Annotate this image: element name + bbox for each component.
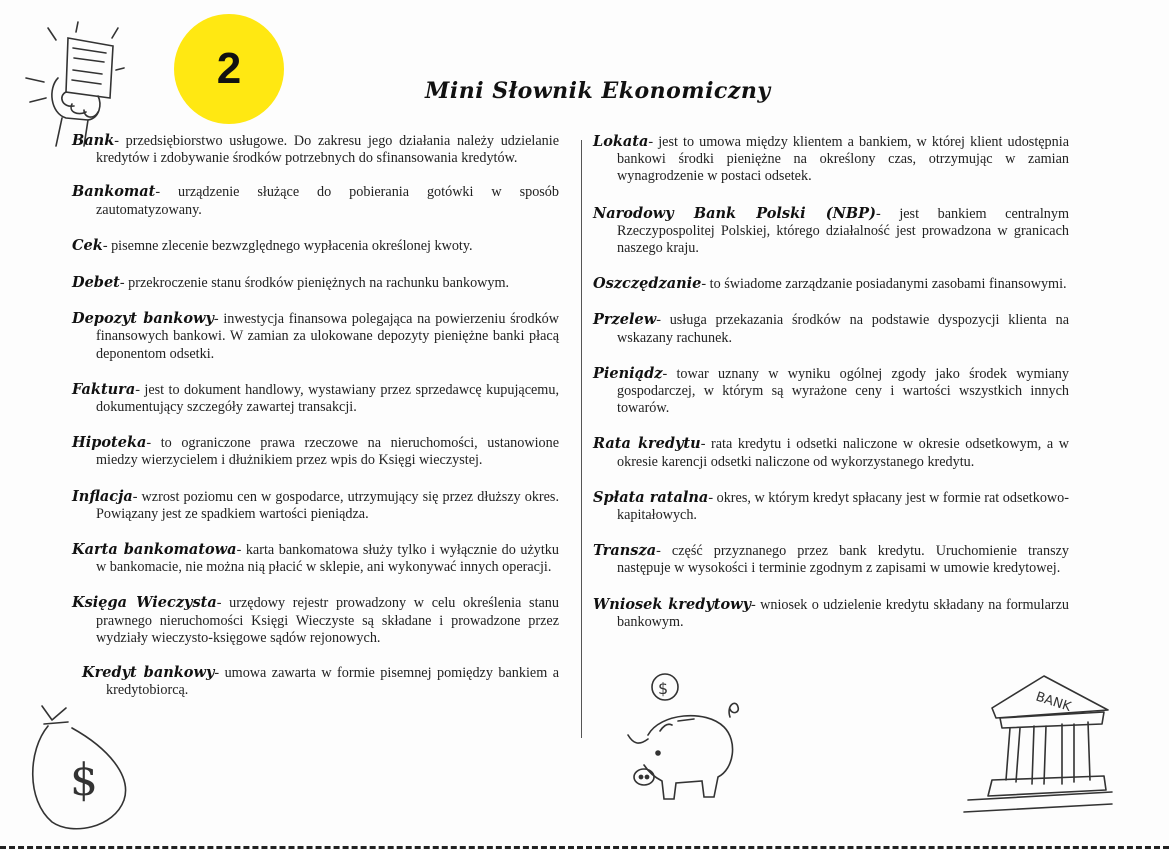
bag-dollar-sign: $ — [70, 755, 98, 806]
money-bag-icon — [22, 700, 137, 835]
definition: - karta bankomatowa służy tylko i wyłącznie do użytku w bankomacie, nie można nią płacić w sklepie, ani wykonywać innych operacji. — [96, 542, 559, 576]
term: Oszczędzanie — [593, 275, 702, 293]
definition: - to świadome zarządzanie posiadanymi zasobami finansowymi. — [701, 276, 1067, 293]
definition: - urządzenie służące do pobierania gotówki w sposób zautomatyzowany. — [96, 184, 559, 218]
term: Bankomat — [72, 183, 156, 201]
entry-ksiega-wieczysta — [72, 594, 559, 647]
entry-faktura — [72, 381, 559, 416]
bank-sign-text: BANK — [1033, 689, 1073, 715]
definition: - przedsiębiorstwo usługowe. Do zakresu jego działania należy udzielanie kredytów i zdobywanie środków potrzebnych do sfinansowania kredytów. — [96, 133, 559, 167]
definition: - jest bankiem centralnym Rzeczypospolitej Polskiej, którego działalność jest prowadzona w granicach naszego kraju. — [617, 205, 1069, 257]
term: Hipoteka — [72, 434, 147, 452]
term: Spłata ratalna — [593, 488, 709, 506]
definition: - towar uznany w wyniku ogólnej zgody jako środek wymiany gospodarczej, w którym są wyrażone ceny i wartości wszystkich innych towarów. — [617, 365, 1069, 417]
entry-depozyt-bankowy — [72, 310, 559, 363]
definition: - jest to dokument handlowy, wystawiany przez sprzedawcę kupującemu, dokumentujący szczegóły zawartej transakcji. — [96, 381, 559, 416]
entry-lokata — [593, 133, 1069, 186]
term: Wniosek kredytowy — [593, 595, 752, 613]
column-divider — [581, 140, 582, 738]
entry-bank — [72, 132, 559, 167]
term: Lokata — [593, 133, 649, 150]
entry-splata-ratalna — [593, 489, 1069, 524]
definition: - rata kredytu i odsetki naliczone w okresie odsetkowym, a w okresie karencji odsetki naliczone od wykorzystanego kredytu. — [617, 436, 1069, 470]
entry-kredyt-bankowy — [82, 664, 559, 699]
term: Transza — [593, 542, 657, 560]
right-column — [593, 133, 1069, 631]
term: Faktura — [72, 380, 136, 398]
entry-transza — [593, 542, 1069, 577]
term: Kredyt bankowy — [82, 664, 215, 682]
entry-debet — [72, 274, 559, 292]
definition: - okres, w którym kredyt spłacany jest w formie rat odsetkowo-kapitałowych. — [617, 489, 1069, 524]
definition: - to ograniczone prawa rzeczowe na nieruchomości, ustanowione miedzy wierzycielem i dłużnikiem przez wpis do Księgi wieczystej. — [96, 435, 559, 469]
entry-bankomat — [72, 183, 559, 218]
hand-money-icon — [18, 18, 133, 148]
term: Inflacja — [72, 487, 133, 505]
term: Księga Wieczysta — [72, 594, 217, 612]
page-title: Mini Słownik Ekonomiczny — [425, 78, 771, 104]
piggy-bank-icon — [620, 665, 750, 815]
bank-building-icon — [962, 668, 1122, 828]
term: Debet — [72, 274, 120, 292]
entry-wniosek-kredytowy — [593, 596, 1069, 631]
term: Przelew — [593, 311, 657, 329]
term: Narodowy Bank Polski (NBP) — [593, 204, 876, 222]
entry-cek — [72, 237, 559, 255]
entry-hipoteka — [72, 434, 559, 469]
entry-pieniadz — [593, 365, 1069, 418]
definition: - wniosek o udzielenie kredytu składany na formularzu bankowym. — [617, 596, 1069, 630]
definition: - usługa przekazania środków na podstawie dyspozycji klienta na wskazany rachunek. — [617, 312, 1069, 346]
page-number-badge: 2 — [174, 14, 284, 124]
term: Bank — [72, 132, 115, 149]
term: Rata kredytu — [593, 435, 701, 453]
coin-dollar-sign: $ — [658, 679, 669, 698]
entry-nbp — [593, 205, 1069, 258]
entry-karta-bankomatowa — [72, 541, 559, 576]
term: Pieniądz — [593, 364, 663, 382]
entry-rata-kredytu — [593, 435, 1069, 470]
entry-inflacja — [72, 488, 559, 523]
definition: - jest to umowa między klientem a bankiem, w której klient udostępnia bankowi środki pieniężne na określony czas, otrzymując w zamian wynagrodzenie w postaci odsetek. — [617, 134, 1069, 185]
term: Cek — [72, 236, 103, 254]
entry-przelew — [593, 311, 1069, 346]
definition: - pisemne zlecenie bezwzględnego wypłacenia określonej kwoty. — [102, 237, 473, 254]
bottom-border — [0, 846, 1169, 849]
definition: - urzędowy rejestr prowadzony w celu określenia stanu prawnego nieruchomości Księgi Wieczyste są składane i prowadzone przez wydziały wieczysto-księgowe sądów rejonowych. — [96, 595, 559, 646]
term: Depozyt bankowy — [72, 310, 214, 328]
definition: - umowa zawarta w formie pisemnej pomiędzy bankiem a kredytobiorcą. — [106, 665, 559, 699]
left-column — [72, 132, 559, 699]
definition: - przekroczenie stanu środków pieniężnych na rachunku bankowym. — [119, 275, 510, 292]
term: Karta bankomatowa — [72, 541, 237, 559]
definition: - część przyznanego przez bank kredytu. Uruchomienie transzy następuje w wysokości i terminie zgodnym z zapisami w umowie kredytowej. — [617, 543, 1069, 577]
definition: - inwestycja finansowa polegająca na powierzeniu środków finansowych bankowi. W zamian za ulokowane depozyty pieniężne banki płacą deponentom odsetki. — [96, 311, 560, 362]
definition: - wzrost poziomu cen w gospodarce, utrzymujący się przez dłuższy okres. Powiązany jest ze spadkiem wartości pieniądza. — [96, 488, 559, 522]
entry-oszczedzanie — [593, 275, 1069, 293]
